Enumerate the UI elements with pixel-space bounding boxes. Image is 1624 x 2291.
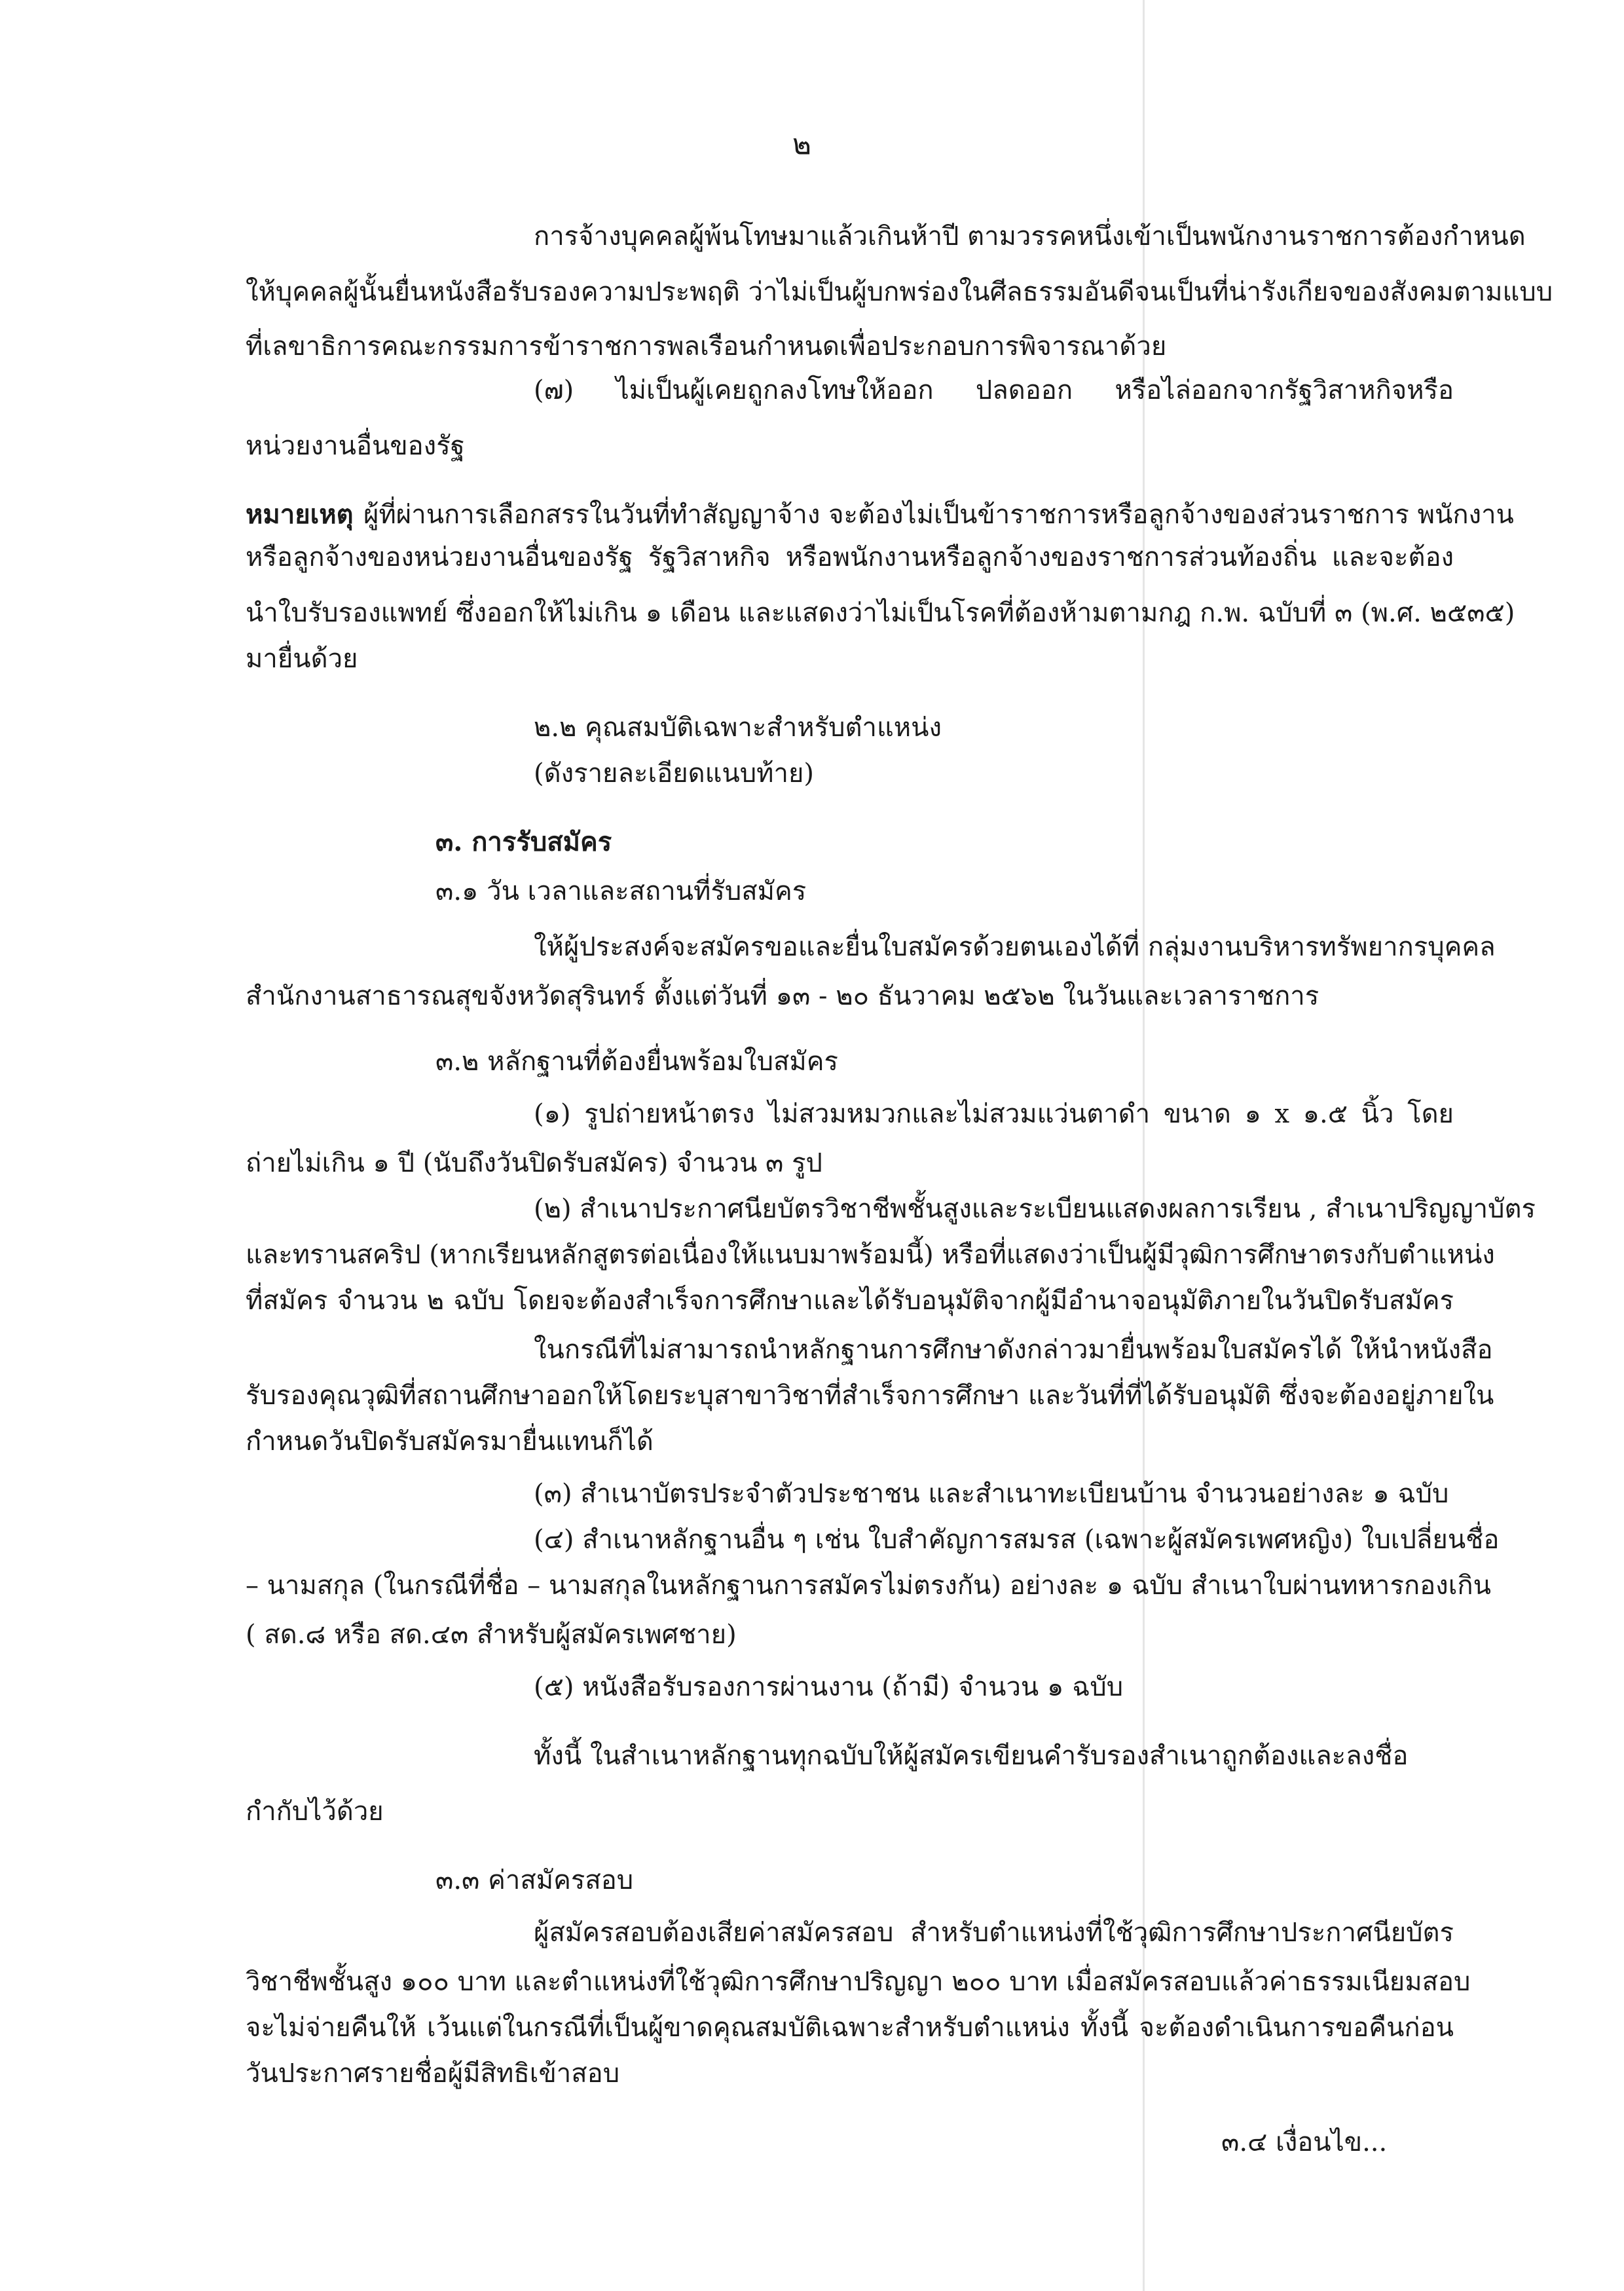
section-3-1-line: สำนักงานสาธารณสุขจังหวัดสุรินทร์ ตั้งแต่วันที่ ๑๓ - ๒๐ ธันวาคม ๒๕๖๒ ในวันและเวลาราชการ xyxy=(246,981,1320,1011)
continuation-marker: ๓.๔ เงื่อนไข... xyxy=(1221,2127,1388,2157)
section-3-3-heading: ๓.๓ ค่าสมัครสอบ xyxy=(435,1865,634,1895)
item-4-line: ( สด.๘ หรือ สด.๔๓ สำหรับผู้สมัครเพศชาย) xyxy=(246,1620,737,1650)
section-3-1-heading: ๓.๑ วัน เวลาและสถานที่รับสมัคร xyxy=(435,876,807,906)
item-5-line: (๕) หนังสือรับรองการผ่านงาน (ถ้ามี) จำนวน ๑ ฉบับ xyxy=(534,1672,1124,1702)
paragraph-line: ให้บุคคลผู้นั้นยื่นหนังสือรับรองความประพฤติ ว่าไม่เป็นผู้บกพร่องในศีลธรรมอันดีจนเป็นที่น่ารังเกียจของสังคมตามแบบ xyxy=(246,277,1553,307)
certify-line: กำกับไว้ด้วย xyxy=(246,1797,384,1827)
section-3-1-line: ให้ผู้ประสงค์จะสมัครขอและยื่นใบสมัครด้วยตนเองได้ที่ กลุ่มงานบริหารทรัพยากรบุคคล xyxy=(534,932,1496,962)
section-3-3-line: วันประกาศรายชื่อผู้มีสิทธิเข้าสอบ xyxy=(246,2058,620,2089)
page-number: ๒ xyxy=(792,128,812,161)
section-2-2-detail: (ดังรายละเอียดแนบท้าย) xyxy=(534,758,814,789)
section-3-2-heading: ๓.๒ หลักฐานที่ต้องยื่นพร้อมใบสมัคร xyxy=(435,1047,838,1077)
item-1-line: (๑) รูปถ่ายหน้าตรง ไม่สวมหมวกและไม่สวมแว่นตาดำ ขนาด ๑ x ๑.๕ นิ้ว โดย xyxy=(534,1099,1454,1129)
item-4-line: – นามสกุล (ในกรณีที่ชื่อ – นามสกุลในหลักฐานการสมัครไม่ตรงกัน) อย่างละ ๑ ฉบับ สำเนาใบผ่านทหารกองเกิน xyxy=(246,1571,1491,1601)
paragraph-line: ที่เลขาธิการคณะกรรมการข้าราชการพลเรือนกำหนดเพื่อประกอบการพิจารณาด้วย xyxy=(246,331,1167,362)
item-4-line: (๔) สำเนาหลักฐานอื่น ๆ เช่น ใบสำคัญการสมรส (เฉพาะผู้สมัครเพศหญิง) ใบเปลี่ยนชื่อ xyxy=(534,1525,1500,1555)
item-2-extra-line: รับรองคุณวุฒิที่สถานศึกษาออกให้โดยระบุสาขาวิชาที่สำเร็จการศึกษา และวันที่ที่ได้รับอนุมัติ ซึ่งจะต้องอยู่ภายใน xyxy=(246,1381,1494,1411)
item-7-line: (๗) ไม่เป็นผู้เคยถูกลงโทษให้ออก ปลดออก หรือไล่ออกจากรัฐวิสาหกิจหรือ xyxy=(534,375,1454,405)
item-3-line: (๓) สำเนาบัตรประจำตัวประชาชน และสำเนาทะเบียนบ้าน จำนวนอย่างละ ๑ ฉบับ xyxy=(534,1479,1449,1509)
paragraph-line: การจ้างบุคคลผู้พ้นโทษมาแล้วเกินห้าปี ตามวรรคหนึ่งเข้าเป็นพนักงานราชการต้องกำหนด xyxy=(534,221,1526,251)
note-line: มายื่นด้วย xyxy=(246,644,358,674)
item-2-extra-line: กำหนดวันปิดรับสมัครมายื่นแทนก็ได้ xyxy=(246,1426,654,1457)
item-2-line: และทรานสคริป (หากเรียนหลักสูตรต่อเนื่องให้แนบมาพร้อมนี้) หรือที่แสดงว่าเป็นผู้มีวุฒิการศึกษาตรงกับตำแหน่ง xyxy=(246,1240,1495,1270)
note-line: นำใบรับรองแพทย์ ซึ่งออกให้ไม่เกิน ๑ เดือน และแสดงว่าไม่เป็นโรคที่ต้องห้ามตามกฎ ก.พ. ฉบับที่ ๓ (พ.ศ. ๒๕๓๕) xyxy=(246,598,1515,628)
section-3-3-line: ผู้สมัครสอบต้องเสียค่าสมัครสอบ สำหรับตำแหน่งที่ใช้วุฒิการศึกษาประกาศนียบัตร xyxy=(534,1918,1454,1948)
item-1-line: ถ่ายไม่เกิน ๑ ปี (นับถึงวันปิดรับสมัคร) จำนวน ๓ รูป xyxy=(246,1148,822,1178)
item-2-extra-line: ในกรณีที่ไม่สามารถนำหลักฐานการศึกษาดังกล่าวมายื่นพร้อมใบสมัครได้ ให้นำหนังสือ xyxy=(534,1335,1493,1365)
note-line: ผู้ที่ผ่านการเลือกสรรในวันที่ทำสัญญาจ้าง จะต้องไม่เป็นข้าราชการหรือลูกจ้างของส่วนราชการ พนักงาน xyxy=(363,500,1514,530)
section-3-3-line: จะไม่จ่ายคืนให้ เว้นแต่ในกรณีที่เป็นผู้ขาดคุณสมบัติเฉพาะสำหรับตำแหน่ง ทั้งนี้ จะต้องดำเนินการขอคืนก่อน xyxy=(246,2013,1454,2043)
section-3-heading: ๓. การรับสมัคร xyxy=(435,827,612,857)
section-3-3-line: วิชาชีพชั้นสูง ๑๐๐ บาท และตำแหน่งที่ใช้วุฒิการศึกษาปริญญา ๒๐๐ บาท เมื่อสมัครสอบแล้วค่าธรรมเนียมสอบ xyxy=(246,1967,1471,1997)
item-7-line: หน่วยงานอื่นของรัฐ xyxy=(246,431,465,461)
note-line: หรือลูกจ้างของหน่วยงานอื่นของรัฐ รัฐวิสาหกิจ หรือพนักงานหรือลูกจ้างของราชการส่วนท้องถิ่น และจะต้อง xyxy=(246,542,1454,572)
section-2-2-heading: ๒.๒ คุณสมบัติเฉพาะสำหรับตำแหน่ง xyxy=(534,713,942,743)
item-2-line: (๒) สำเนาประกาศนียบัตรวิชาชีพชั้นสูงและระเบียนแสดงผลการเรียน , สำเนาปริญญาบัตร xyxy=(534,1194,1536,1224)
note-label: หมายเหตุ xyxy=(246,499,354,530)
certify-line: ทั้งนี้ ในสำเนาหลักฐานทุกฉบับให้ผู้สมัครเขียนคำรับรองสำเนาถูกต้องและลงชื่อ xyxy=(534,1741,1409,1771)
item-2-line: ที่สมัคร จำนวน ๒ ฉบับ โดยจะต้องสำเร็จการศึกษาและได้รับอนุมัติจากผู้มีอำนาจอนุมัติภายในวันปิดรับสมัคร xyxy=(246,1286,1454,1316)
